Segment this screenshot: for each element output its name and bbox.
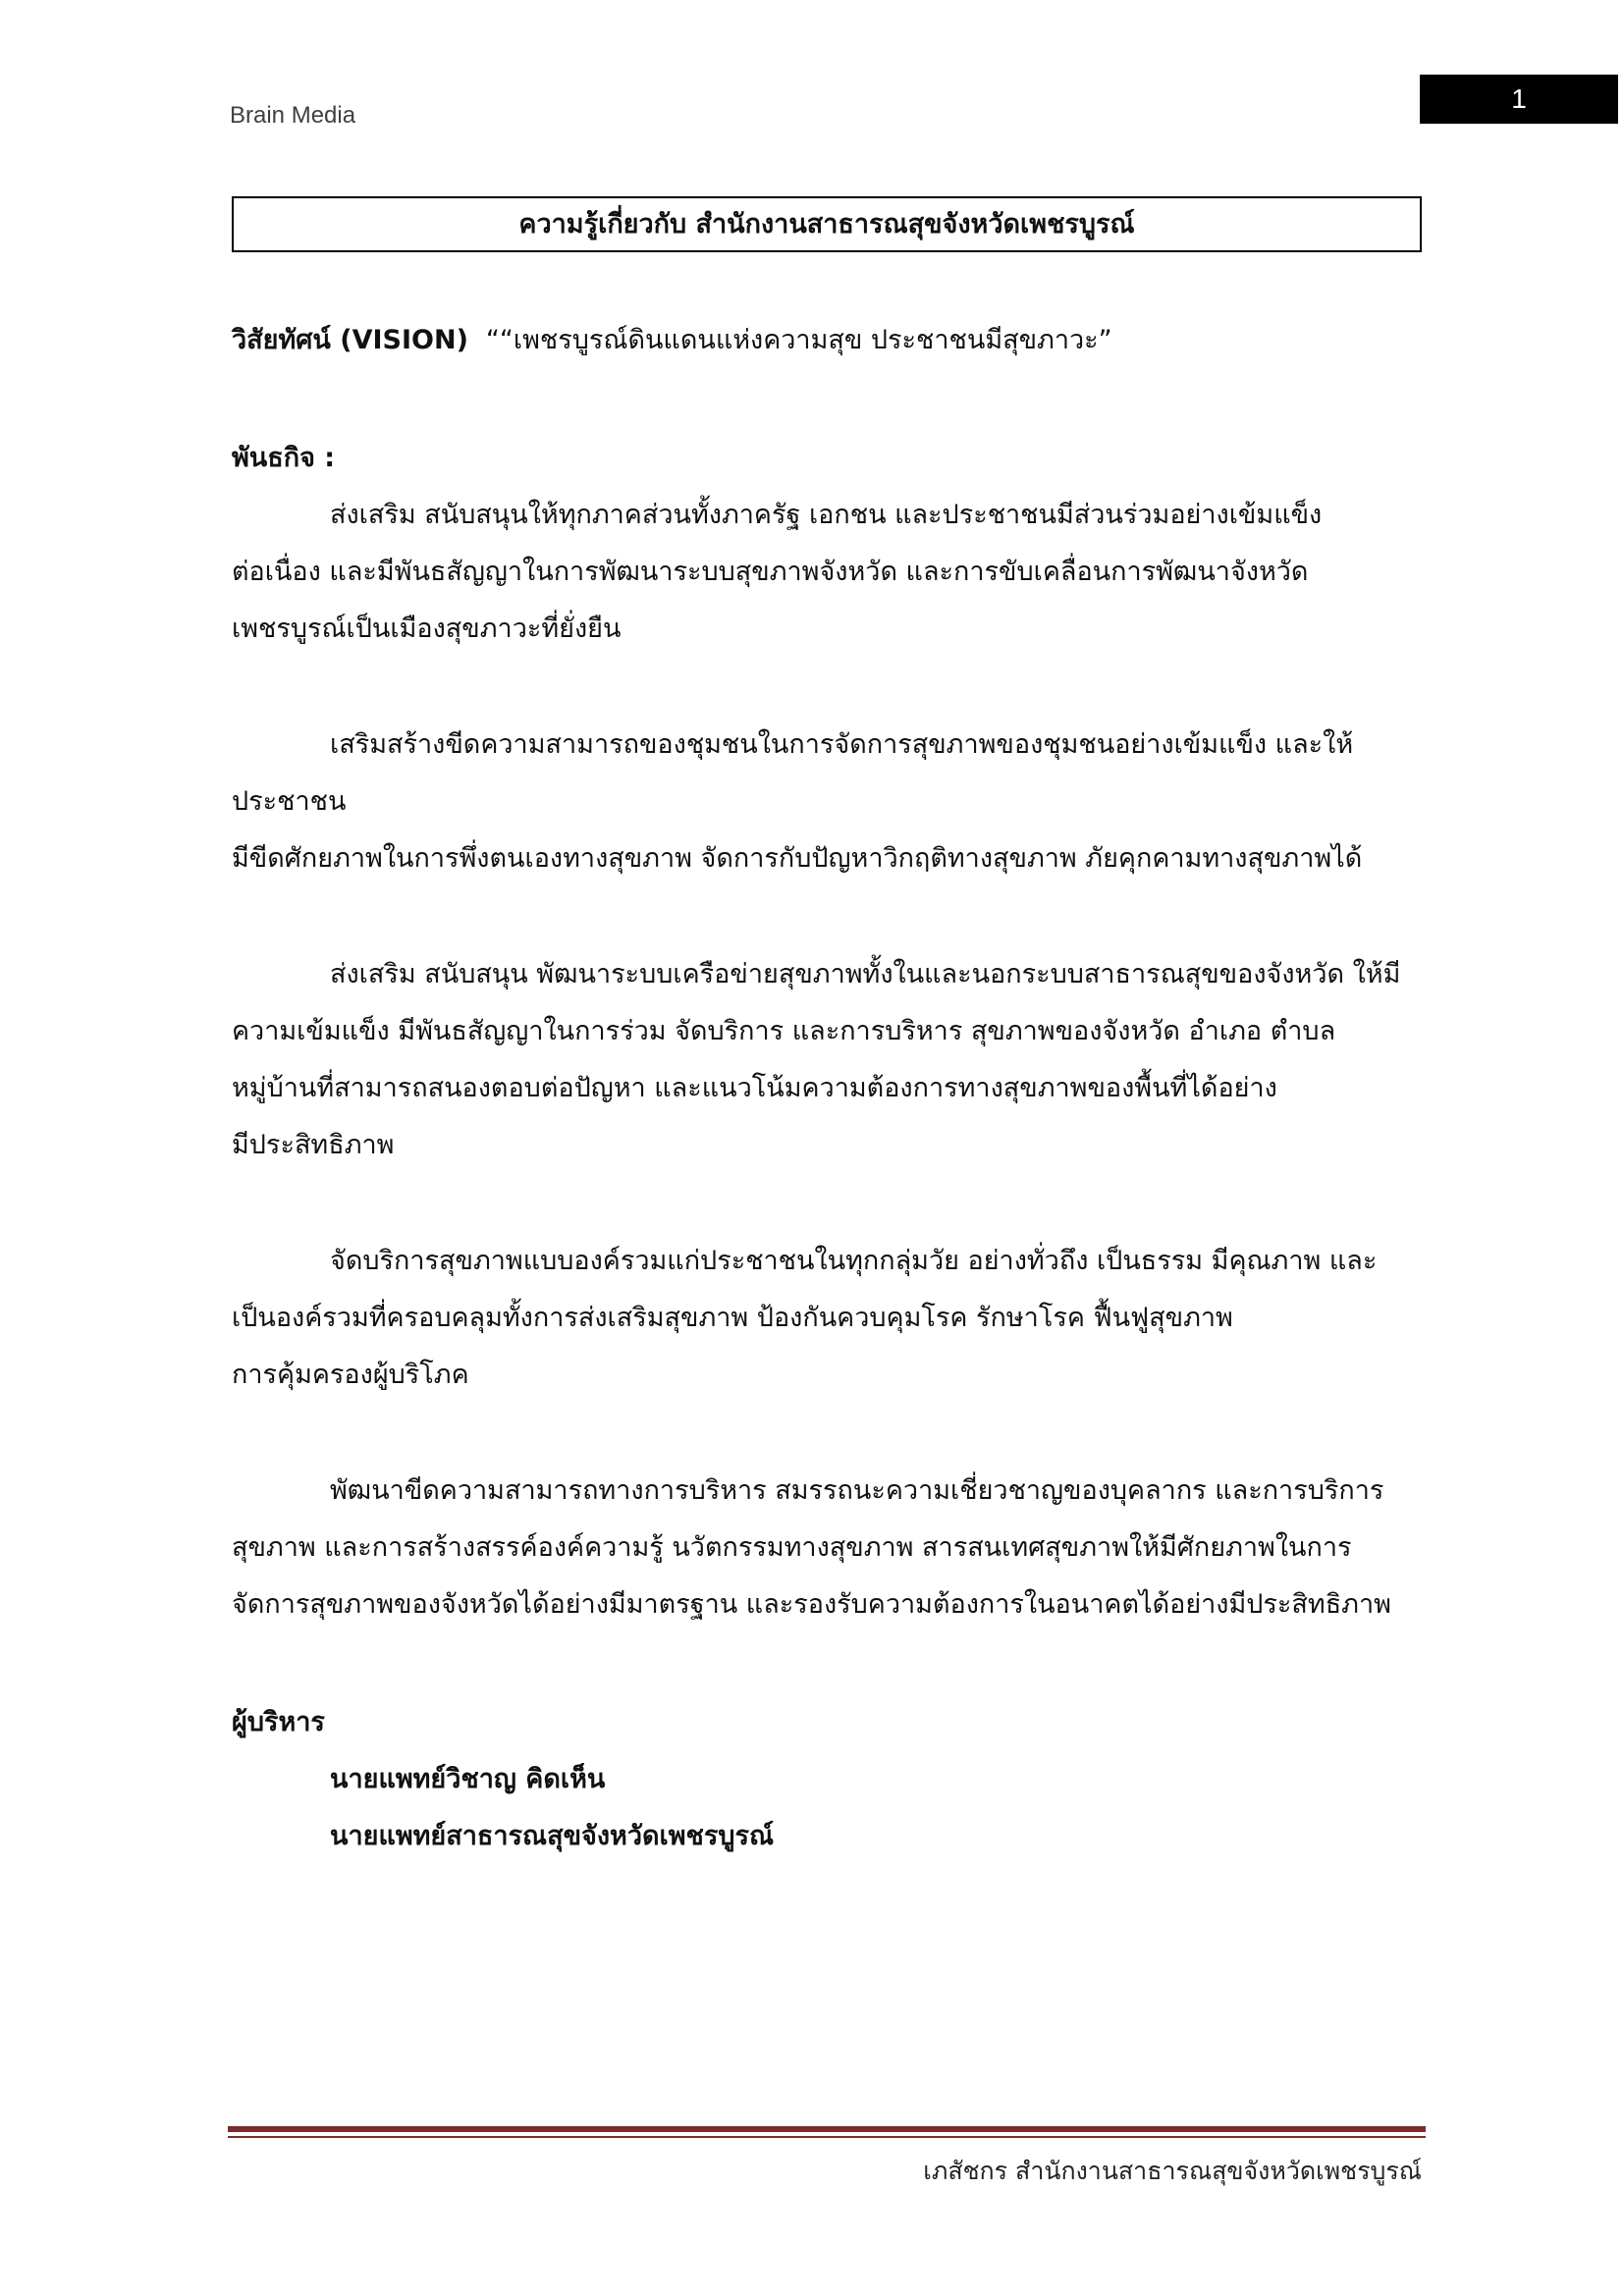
executive-name: นายแพทย์วิชาญ คิดเห็น xyxy=(330,1764,606,1794)
vision-line xyxy=(232,312,1449,369)
vision-label: วิสัยทัศน์ (VISION) xyxy=(232,325,468,355)
executive-position: นายแพทย์สาธารณสุขจังหวัดเพชรบูรณ์ xyxy=(330,1821,775,1851)
page-title: ความรู้เกี่ยวกับ สำนักงานสาธารณสุขจังหวัดเพชรบูรณ์ xyxy=(232,196,1422,252)
footer-rule xyxy=(228,2126,1426,2132)
executive-heading: ผู้บริหาร xyxy=(232,1707,325,1737)
header-brand: Brain Media xyxy=(230,102,356,129)
mission-heading: พันธกิจ : xyxy=(232,443,336,473)
mission-paragraph: ส่งเสริม สนับสนุน พัฒนาระบบเครือข่ายสุขภาพทั้งในและนอกระบบสาธารณสุขของจังหวัด ให้มี ความเข้มแข็ง มีพันธสัญญาในการร่วม จัดบริการ และการบริหาร สุขภาพของจังหวัด อำเภอ ตำบล หมู่บ้านที่สามารถสนองตอบต่อปัญหา และแนวโน้มความต้องการทางสุขภาพของพื้นที่ได้อย่าง มีประสิทธิภาพ xyxy=(232,959,1401,1160)
paragraph-spacer xyxy=(232,1174,1449,1233)
mission-paragraph: จัดบริการสุขภาพแบบองค์รวมแก่ประชาชนในทุกกลุ่มวัย อย่างทั่วถึง เป็นธรรม มีคุณภาพ และ เป็นองค์รวมที่ครอบคลุมทั้งการส่งเสริมสุขภาพ ป้องกันควบคุมโรค รักษาโรค ฟื้นฟูสุขภาพ การคุ้มครองผู้บริโภค xyxy=(232,1246,1378,1390)
page-number: 1 xyxy=(1420,75,1618,124)
document-body xyxy=(232,312,1449,1865)
paragraph-spacer xyxy=(232,658,1449,717)
footer-rule-thin xyxy=(228,2136,1426,2138)
mission-paragraph: พัฒนาขีดความสามารถทางการบริหาร สมรรถนะความเชี่ยวชาญของบุคลากร และการบริการ สุขภาพ และการสร้างสรรค์องค์ความรู้ นวัตกรรมทางสุขภาพ สารสนเทศสุขภาพให้มีศักยภาพในการ จัดการสุขภาพของจังหวัดได้อย่างมีมาตรฐาน และรองรับความต้องการในอนาคตได้อย่างมีประสิทธิภาพ xyxy=(232,1475,1391,1620)
footer-text: เภสัชกร สำนักงานสาธารณสุขจังหวัดเพชรบูรณ์ xyxy=(923,2157,1422,2185)
mission-paragraph: เสริมสร้างขีดความสามารถของชุมชนในการจัดการสุขภาพของชุมชนอย่างเข้มแข็ง และให้ ประชาชน มีขีดศักยภาพในการพึ่งตนเองทางสุขภาพ จัดการกับปัญหาวิกฤติทางสุขภาพ ภัยคุกคามทางสุขภาพได้ xyxy=(232,729,1363,874)
paragraph-spacer xyxy=(232,887,1449,946)
mission-paragraph: ส่งเสริม สนับสนุนให้ทุกภาคส่วนทั้งภาครัฐ เอกชน และประชาชนมีส่วนร่วมอย่างเข้มแข็ง ต่อเนื่อง และมีพันธสัญญาในการพัฒนาระบบสุขภาพจังหวัด และการขับเคลื่อนการพัฒนาจังหวัด เพชรบูรณ์เป็นเมืองสุขภาวะที่ยั่งยืน xyxy=(232,500,1323,644)
vision-text: ““เพชรบูรณ์ดินแดนแห่งความสุข ประชาชนมีสุขภาวะ” xyxy=(485,325,1112,355)
paragraph-spacer xyxy=(232,1404,1449,1463)
